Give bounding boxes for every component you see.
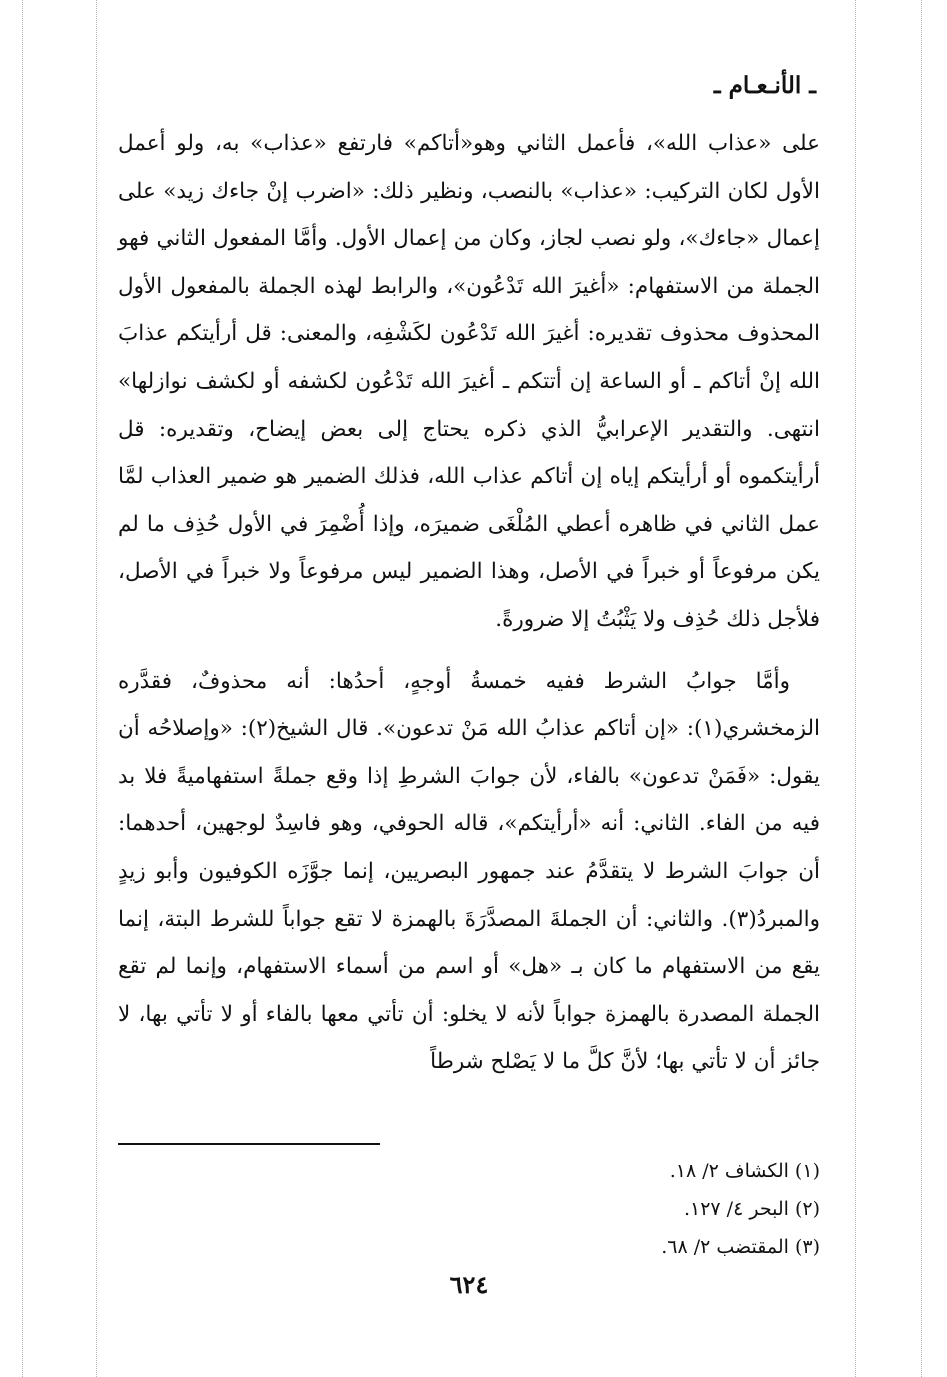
paragraph-2: وأمَّا جوابُ الشرط ففيه خمسةُ أوجهٍ، أحدُها: أنه محذوفٌ، فقدَّره الزمخشري(١): «إن أتاكم عذابُ الله مَنْ تدعون». قال الشيخ(٢): «وإصلاحُه أن يقول: «فَمَنْ تدعون» بالفاء، لأن جوابَ الشرطِ إذا وقع جملةً استفهاميةً فلا بد فيه من الفاء. الثاني: أنه «أرأيتكم»، قاله الحوفي، وهو فاسِدٌ لوجهين، أحدهما: أن جوابَ الشرط لا يتقدَّمُ عند جمهور البصريين، إنما جوَّزَه الكوفيون وأبو زيدٍ والمبردُ(٣). والثاني: أن الجملةَ المصدَّرَةَ بالهمزة لا تقع جواباً للشرط البتة، إنما يقع من الاستفهام ما كان بـ «هل» أو اسم من أسماء الاستفهام، وإنما لم تقع الجملة المصدرة بالهمزة جواباً لأنه لا يخلو: أن تأتي معها بالفاء أو لا تأتي بها، لا جائز أن لا تأتي بها؛ لأنَّ كلَّ ما لا يَصْلح شرطاً — [118, 668, 820, 1075]
footnote-3: (٣) المقتضب ٢/ ٦٨. — [661, 1236, 820, 1258]
margin-dotted-line-left-inner — [96, 0, 97, 1377]
running-header-title: ـ الأنـعـام ـ — [713, 72, 816, 99]
margin-dotted-line-left — [22, 0, 23, 1377]
footnote-separator — [118, 1143, 380, 1145]
paragraph-1: على «عذاب الله»، فأعمل الثاني وهو«أتاكم» فارتفع «عذاب» به، ولو أعمل الأول لكان التركيب: «عذاب» بالنصب، ونظير ذلك: «اضرب إنْ جاءك زيد» على إعمال «جاءك»، ولو نصب لجاز، وكان من إعمال الأول. وأمَّا المفعول الثاني فهو الجملة من الاستفهام: «أغيرَ الله تَدْعُون»، والرابط لهذه الجملة بالمفعول الأول المحذوف محذوف تقديره: أغيرَ الله تَدْعُون لكَشْفِه، والمعنى: قل أرأيتكم عذابَ الله إنْ أتاكم ـ أو الساعة إن أتتكم ـ أغيرَ الله تَدْعُون لكشفه أو لكشف نوازلها» انتهى. والتقدير الإعرابيُّ الذي ذكره يحتاج إلى بعض إيضاح، وتقديره: قل أرأيتكموه أو أرأيتكم إياه إن أتاكم عذاب الله، فذلك الضمير هو ضمير العذاب لمَّا عمل الثاني في ظاهره أعطي المُلْغَى ضميرَه، وإذا أُضْمِرَ في الأول حُذِف ما لم يكن مرفوعاً أو خبراً في الأصل، وهذا الضمير ليس مرفوعاً ولا خبراً في الأصل، فلأجل ذلك حُذِف ولا يَثْبُتُ إلا ضرورةً. — [118, 131, 820, 632]
footnote-2: (٢) البحر ٤/ ١٢٧. — [683, 1198, 820, 1220]
main-text — [118, 120, 820, 1086]
margin-dotted-line-right — [921, 0, 922, 1377]
margin-dotted-line-right-inner — [855, 0, 856, 1377]
book-page — [118, 72, 820, 1332]
footnotes — [661, 1152, 820, 1266]
footnote-1: (١) الكشاف ٢/ ١٨. — [669, 1160, 820, 1182]
page-number: ٦٢٤ — [449, 1270, 489, 1299]
